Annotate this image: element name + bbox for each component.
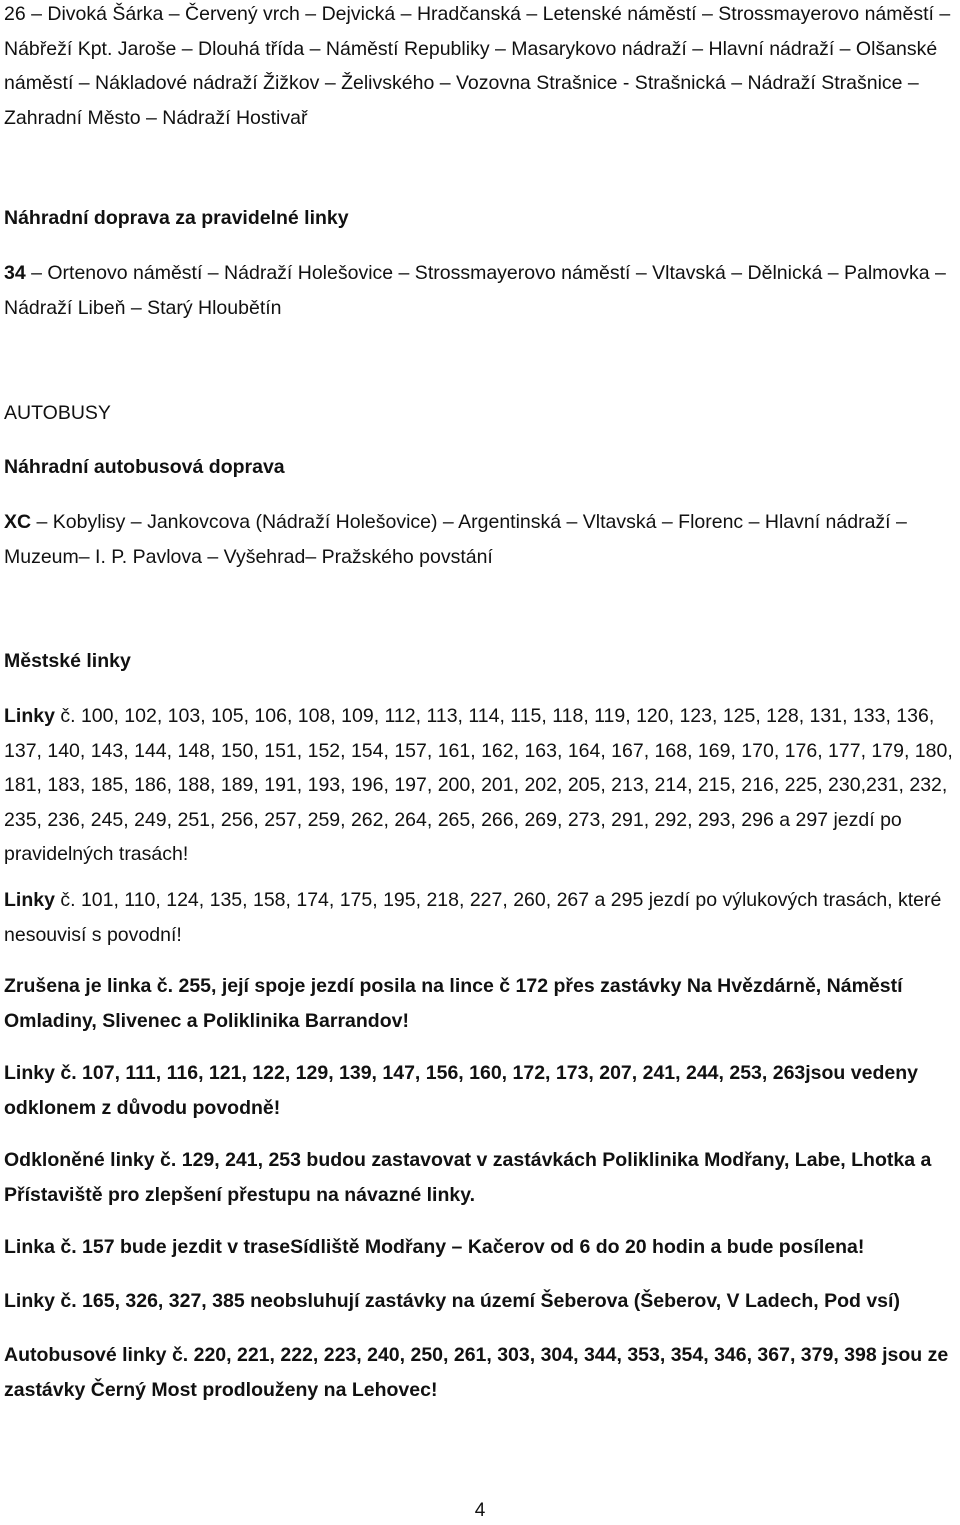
tram-34-number: 34: [4, 262, 26, 284]
lehovec-paragraph: Autobusové linky č. 220, 221, 222, 223, 240, 250, 261, 303, 304, 344, 353, 354, 346, 367, 379, 398 jsou ze zastávky Černý Most prodlouženy na Lehovec!: [4, 1344, 949, 1401]
line-157-paragraph: Linka č. 157 bude jezdit v traseSídliště Modřany – Kačerov od 6 do 20 hodin a bude posílena!: [4, 1236, 865, 1258]
diverted-lines-paragraph: Linky č. 107, 111, 116, 121, 122, 129, 139, 147, 156, 160, 172, 173, 207, 241, 244, 253, 263jsou vedeny odklonem z důvodu povodně!: [4, 1062, 918, 1119]
diverted-stops-paragraph: Odkloněné linky č. 129, 241, 253 budou zastavovat v zastávkách Poliklinika Modřany, Labe, Lhotka a Přístaviště pro zlepšení přestupu na návazné linky.: [4, 1149, 932, 1206]
tram-34-stops: – Ortenovo náměstí – Nádraží Holešovice – Strossmayerovo náměstí – Vltavská – Dělnická – Palmovka – Nádraží Libeň – Starý Hloubětín: [4, 262, 946, 319]
city-lines-heading: Městské linky: [4, 650, 131, 672]
replacement-heading: Náhradní doprava za pravidelné linky: [4, 207, 349, 229]
regular-lines-paragraph: [4, 699, 954, 872]
page-number: 4: [474, 1500, 486, 1521]
closure-routes-lead: Linky: [4, 889, 55, 911]
seberov-paragraph: Linky č. 165, 326, 327, 385 neobsluhují zastávky na území Šeberova (Šeberov, V Ladech, Pod vsí): [4, 1290, 900, 1312]
bus-replacement-heading: Náhradní autobusová doprava: [4, 456, 285, 478]
cancelled-line-paragraph: Zrušena je linka č. 255, její spoje jezdí posila na lince č 172 přes zastávky Na Hvězdárně, Náměstí Omladiny, Slivenec a Poliklinika Barrandov!: [4, 975, 903, 1032]
bus-xc-number: XC: [4, 511, 32, 533]
closure-routes-text: č. 101, 110, 124, 135, 158, 174, 175, 195, 218, 227, 260, 267 a 295 jezdí po výlukových trasách, které nesouvisí s povodní!: [4, 889, 942, 946]
tram-34-route: [4, 256, 954, 325]
buses-heading: AUTOBUSY: [4, 402, 111, 424]
tram-26-route: [4, 0, 954, 135]
tram-26-number: 26: [4, 3, 26, 25]
regular-lines-lead: Linky: [4, 705, 55, 727]
bus-xc-stops: – Kobylisy – Jankovcova (Nádraží Holešovice) – Argentinská – Vltavská – Florenc – Hlavní nádraží – Muzeum– I. P. Pavlova – Vyšehrad– Pražského povstání: [4, 511, 907, 568]
tram-26-stops: – Divoká Šárka – Červený vrch – Dejvická – Hradčanská – Letenské náměstí – Strossmayerovo náměstí – Nábřeží Kpt. Jaroše – Dlouhá třída – Náměstí Republiky – Masarykovo nádraží – Hlavní nádraží – Olšanské náměstí – Nákladové nádraží Žižkov – Želivského – Vozovna Strašnice - Strašnická – Nádraží Strašnice – Zahradní Město – Nádraží Hostivař: [4, 3, 951, 129]
bus-xc-route: [4, 505, 954, 574]
regular-lines-text: č. 100, 102, 103, 105, 106, 108, 109, 112, 113, 114, 115, 118, 119, 120, 123, 125, 128, 131, 133, 136, 137, 140, 143, 144, 148, 150, 151, 152, 154, 157, 161, 162, 163, 164, 167, 168, 169, 170, 176, 177, 179, 180, 181, 183, 185, 186, 188, 189, 191, 193, 196, 197, 200, 201, 202, 205, 213, 214, 215, 216, 225, 230,231, 232, 235, 236, 245, 249, 251, 256, 257, 259, 262, 264, 265, 266, 269, 273, 291, 292, 293, 296 a 297 jezdí po pravidelných trasách!: [4, 705, 953, 865]
closure-routes-paragraph: [4, 883, 954, 952]
